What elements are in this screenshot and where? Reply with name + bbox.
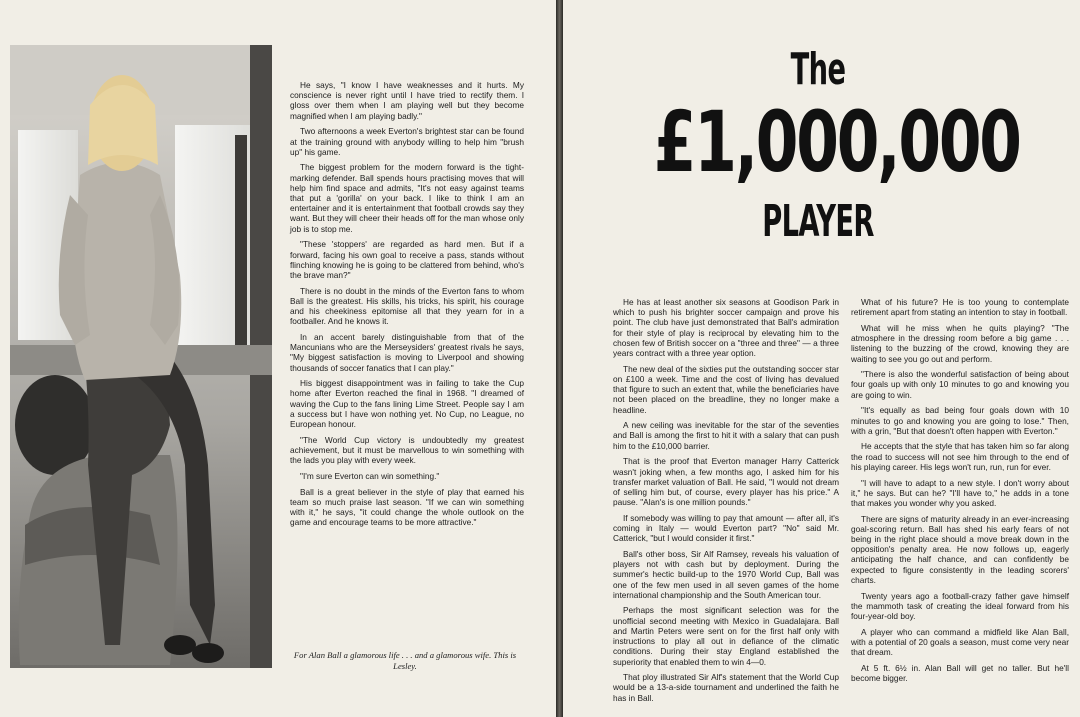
paragraph: The new deal of the sixties put the outstanding soccer star on £100 a week. Time and the cost of living has devalued that figure to such an extent that, while the beneficiaries have not been placed on the breadline, they no longer make a headline.	[613, 363, 839, 415]
paragraph: What will he miss when he quits playing? "The atmosphere in the dressing room before a big game . . . listening to the buzzing of the crowd, knowing they are waiting to see you go out and perform.	[851, 322, 1069, 364]
paragraph: Two afternoons a week Everton's brightest star can be found at the training ground with anybody willing to help him "brush up" his game.	[290, 126, 524, 157]
paragraph: His biggest disappointment was in failing to take the Cup home after Everton reached the final in 1968. "I dreamed of waving the Cup to the fans lining Lime Street. People say I am a success but I have won nothing yet. No Cup, no League, no European honour.	[290, 378, 524, 430]
paragraph: Twenty years ago a football-crazy father gave himself the mammoth task of creating the ideal forward from his four-year-old boy.	[851, 590, 1069, 621]
paragraph: A player who can command a midfield like Alan Ball, with a potential of 20 goals a season, must come very near that dream.	[851, 626, 1069, 658]
paragraph: "I will have to adapt to a new style. I don't worry about it," he says. But can he? "I'll have to," he adds in a tone that makes you wonder why you asked.	[851, 477, 1069, 508]
paragraph: Ball's other boss, Sir Alf Ramsey, reveals his valuation of players not with cash but by deployment. During the summer's hectic build-up to the 1970 World Cup, Ball was one of the few men used in all seven games of the home international championship and the South American tour.	[613, 548, 839, 600]
paragraph: "There is also the wonderful satisfaction of being about four goals up with only 10 minutes to go and knowing you are going to win.	[851, 369, 1069, 400]
paragraph: "These 'stoppers' are regarded as hard men. But if a forward, facing his own goal to receive a pass, stands without flinching knowing he is going to be clattered from behind, who's the brave man?"	[290, 239, 524, 280]
paragraph: "The World Cup victory is undoubtedly my greatest achievement, but it must be marvellous to win something with the lads you play with every week.	[290, 434, 524, 466]
lesley-photo	[10, 45, 272, 668]
paragraph: What of his future? He is too young to contemplate retirement apart from stating an intention to stay in football.	[851, 297, 1069, 318]
paragraph: The biggest problem for the modern forward is the tight-marking defender. Ball spends hours practising moves that will help him find space and admits, "It's not easy against teams that put a 'gorilla' on your back. I like to think I am an entertainer and it is entertainment that football crowds say they want. But they will cheer their heads off for the man whose only job is to stop me.	[290, 162, 524, 234]
page-gutter	[556, 0, 563, 717]
paragraph: If somebody was willing to pay that amount — after all, it's coming in Italy — would Everton part? "No" said Mr. Catterick, "but I would consider it first."	[613, 512, 839, 544]
paragraph: He says, "I know I have weaknesses and it hurts. My conscience is never right until I have tried to rectify them. I gloss over them when I am playing well but they become magnified when I am playing badly."	[290, 80, 524, 121]
paragraph: A new ceiling was inevitable for the star of the seventies and Ball is among the first to hit it with a salary that can push him to the £10,000 barrier.	[613, 420, 839, 451]
paragraph: He has at least another six seasons at Goodison Park in which to push his brighter soccer campaign and prove his point. The club have just demonstrated that Ball's admiration for their style of play is reciprocal by elevating him to the chosen few of British soccer on a "three and three" — a three years contract with a three year option.	[613, 297, 839, 359]
paragraph: At 5 ft. 6½ in. Alan Ball will get no taller. But he'll become bigger.	[851, 662, 1069, 683]
paragraph: There is no doubt in the minds of the Everton fans to whom Ball is the greatest. His skills, his tricks, his spirit, his courage and his cheekiness epitomise all that they yearn for in a footballer. And he knows it.	[290, 285, 524, 327]
paragraph: "I'm sure Everton can win something."	[300, 470, 440, 481]
paragraph: "It's equally as bad being four goals down with 10 minutes to go and knowing you are going to lose." Then, with a grin, "But that doesn't often happen with Everton."	[851, 405, 1069, 436]
paragraph: In an accent barely distinguishable from that of the Mancunians who are the Merseysiders' greatest rivals he says, "My biggest satisfaction is moving to Liverpool and showing thousands of soccer fanatics that I can play."	[290, 331, 524, 373]
headline-amount: £1,000,000	[653, 93, 1020, 191]
photo-caption: For Alan Ball a glamorous life . . . and a glamorous wife. This is Lesley.	[293, 650, 517, 671]
right-page	[563, 0, 1080, 717]
paragraph: He accepts that the style that has taken him so far along the road to success will not see him through to the end of his playing career. His legs won't run, run, run for ever.	[851, 441, 1069, 472]
paragraph: That ploy illustrated Sir Alf's statement that the World Cup would be a 13-a-side tournament and underlined the faith he has in Ball.	[613, 672, 839, 703]
headline-player: PLAYER	[762, 196, 874, 247]
paragraph: Perhaps the most significant selection was for the unofficial second meeting with Mexico in Guadalajara. Ball and Martin Peters were sent on for the first half only with instructions to play all out in defiance of the climatic conditions. During their stay England established the superiority that enabled them to win 4—0.	[613, 605, 839, 667]
right-article-column-2	[851, 297, 1069, 689]
paragraph: Ball is a great believer in the style of play that earned his team so much praise last season. "If we can win something with it," he says, "it could change the whole outlook on the game and encourage teams to be more attractive."	[290, 486, 524, 528]
paragraph: That is the proof that Everton manager Harry Catterick wasn't joking when, a few months ago, I asked him for his transfer market valuation of Ball. He said, "I would not dream of selling him but, of course, every player has his price." A pause. "Alan's is one million pounds."	[613, 456, 839, 508]
right-article-column-1	[613, 297, 839, 708]
left-article-column	[290, 80, 524, 533]
photo-illustration	[10, 45, 272, 668]
paragraph: There are signs of maturity already in an ever-increasing goal-scoring return. Ball has shed his early fears of not being in the right place should a move break down in the opposition's penalty area. He now follows up, eagerly anticipating the half chance, and can confidently be expected to figure consistently in the leading scorers' charts.	[851, 513, 1069, 585]
headline-the: The	[790, 44, 846, 95]
